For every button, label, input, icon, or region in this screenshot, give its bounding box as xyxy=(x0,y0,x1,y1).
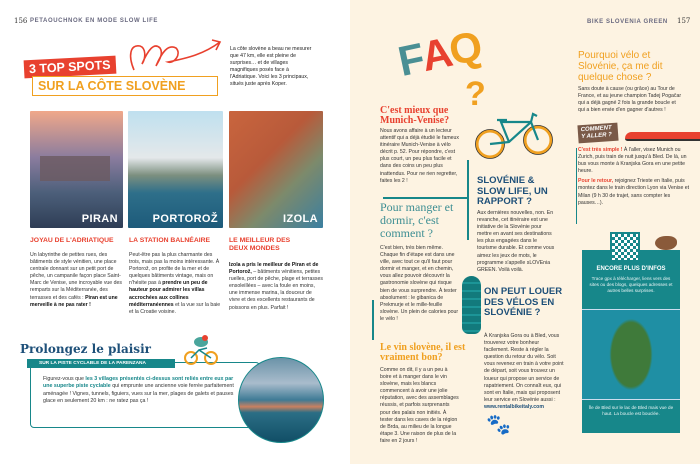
photo-izola xyxy=(229,111,323,228)
hearts-doodle-icon xyxy=(128,36,224,72)
photo-label: IZOLA xyxy=(283,213,318,225)
info-title: ENCORE PLUS D'INFOS xyxy=(596,266,666,272)
faq-answer-6: Sans doute à cause (ou grâce) au Tour de France, et au jeune champion Tadej Pogačar qui a déjà gagné 2 fois la grande boucle et qui a bien envie d'en gagner d'autres ! xyxy=(578,86,682,114)
faq-question-3: Le vin slovène, il est vraiment bon? xyxy=(380,342,466,363)
faq-question-1: C'est mieux que Munich-Venise? xyxy=(380,105,450,126)
page-number: 157 xyxy=(677,17,691,25)
faq-logo-letter: A xyxy=(417,28,455,81)
faq-question-5: ON PEUT LOUER DES VÉLOS EN SLOVÉNIE ? xyxy=(484,286,563,318)
spot-heading: LA STATION BALNÉAIRE xyxy=(129,237,211,244)
bicycle-icon xyxy=(475,110,555,160)
spot-heading: JOYAU DE L'ADRIATIQUE xyxy=(30,237,114,244)
rental-link[interactable]: www.rentalbikeitaly.com xyxy=(484,403,544,410)
box-text: Figurez-vous que les 3 villages présentés ci-dessus sont reliés entre eux par une superbe piste cyclable qui emprunte une ancienne voie ferrée parfaitement aménagée ! Vignes, tunnels, figuiers, vues sur la mer, plages de galets et pauses glace en seulement 20 km : ne ratez pas ça ! xyxy=(43,376,234,404)
faq-logo-letter: F xyxy=(393,34,427,86)
paw-print-icon: 🐾 xyxy=(486,414,511,436)
photo-portoroz xyxy=(128,111,223,228)
faq-logo-letter: Q xyxy=(444,21,485,75)
spot-text: Izola a pris le meilleur de Piran et de Portorož, – bâtiments vénitiens, petites ruelles, port de pêche, plage et terrasses ensoleillées – avec la foule en moins, une immense marina, la douceur de vivre et des excellents restaurants de poissons en plus. Parfait ! xyxy=(229,262,324,311)
photo-caption: Île de Bled sur le lac de Bled mais vue de haut. La boucle est bouclée. xyxy=(588,405,674,416)
question-mark-icon: ? xyxy=(465,75,486,113)
box-title: Prolongez le plaisir xyxy=(20,342,151,356)
faq-answer-2: C'est bien, très bien même. Chaque fin d'étape est dans une ville, avec tout ce qu'il faut pour dormir et manger, et en chemin, vous allez pouvoir découvrir la gastronomie slovène qui risque bien de vous surprendre. À tester absolument : le gibanica de Prekmurje et le mille-feuille slovène. Un plein de calories pour le vélo ! xyxy=(380,245,459,322)
title-line-1: 3 TOP SPOTS xyxy=(24,56,116,79)
bled-island-photo xyxy=(582,309,680,400)
spot-heading: LE MEILLEUR DES DEUX MONDES xyxy=(229,237,291,252)
how-to-get-there-sign: COMMENT Y ALLER ? xyxy=(577,123,618,144)
right-page xyxy=(350,0,700,464)
faq-answer-1: Nous avons affaire à un lecteur attentif qui a déjà étudié le fameux itinéraire Munich-Venise à vélo décrit p. 52. Pour répondre, c'est plus court, un peu plus facile et dans des coins un peu plus inattendus. Pour ne rien regretter, faites les 2 ! xyxy=(380,128,460,184)
cyclist-icon xyxy=(183,334,219,366)
photo-label: PORTOROŽ xyxy=(152,213,218,225)
divider xyxy=(467,160,469,240)
parenzana-photo xyxy=(238,357,324,443)
faq-question-2: Pour manger et dormir, c'est comment ? xyxy=(380,200,454,240)
box-subtitle: SUR LA PISTE CYCLABLE DE LA PARENZANA xyxy=(27,359,175,368)
faq-answer-3: Comme on dit, il y a un peu à boire et à manger dans le vin slovène, mais les blancs commencent à avoir une jolie réputation, avec des assemblages réussis, et parfois surprenants pour des palais non initiés. À tester dans les caves de la région de Brda, au milieu de la longue étape 3. Une raison de plus de la faire en 2 jours ! xyxy=(380,367,459,444)
sleeping-bag-icon xyxy=(462,276,481,334)
how-text: C'est très simple ! À l'aller, visez Munich ou Zurich, puis train de nuit jusqu'à Bled. De là, un bus vous monte à Kranjska Gora en une petite heure. Pour le retour, rejoignez Trieste en Italie, puis montez dans le train direction Lyon via Venise et Milan (9 h 30 de trajet, sans compter les pauses…). xyxy=(578,147,690,206)
spot-text: Peut-être pas la plus charmante des trois, mais pas la moins intéressante. À Portorož, on profite de la mer et de quelques bâtiments vintage, mais on n'hésite pas à prendre un peu de hauteur pour admirer les villas accrochées aux collines méditerranéennes et la vue sur la baie et la Croatie voisine. xyxy=(129,252,221,315)
page-number: 156 xyxy=(14,17,28,25)
spot-text: Un labyrinthe de petites rues, des bâtiments de style vénitien, une place centrale donnant sur un petit port de pêche, un campanile façon place Saint-Marc de Venise, une incroyable vue des remparts sur la Méditerranée, des terrasses et des cafés : Piran est une merveille à ne pas rater ! xyxy=(30,252,122,308)
running-head: PETAOUCHNOK EN MODE SLOW LIFE xyxy=(30,18,158,24)
photo-label: PIRAN xyxy=(81,213,118,225)
info-text: Trace gpx à télécharger, liens vers des sites ou des blogs, quelques adresses et autres belles surprises. xyxy=(589,276,673,293)
bird-icon xyxy=(655,236,677,250)
faq-question-6: Pourquoi vélo et Slovénie, ça me dit quelque chose ? xyxy=(578,50,663,83)
divider xyxy=(372,300,374,340)
intro-text: La côte slovène a beau ne mesurer que 47 km, elle est pleine de surprises… et de villages magnifiques posés face à l'Adriatique. Voici les 3 principaux, situés juste après Koper. xyxy=(230,46,312,88)
qr-code[interactable] xyxy=(610,232,640,262)
divider xyxy=(576,148,577,224)
faq-answer-4: Aux dernières nouvelles, non. En revanche, cet itinéraire est une initiative de la Slovénie pour mettre en avant ses destinations les plus engagées dans le tourisme durable. Et comme vous aimez les jeux de mots, le programme s'appelle sLOVEnia GREEN. Voilà voilà. xyxy=(477,210,555,273)
divider xyxy=(383,197,469,199)
train-icon xyxy=(625,132,700,141)
photo-piran xyxy=(30,111,123,228)
title-line-2: SUR LA CÔTE SLOVÈNE xyxy=(32,76,218,96)
faq-answer-5: À Kranjska Gora ou à Bled, vous trouverez votre bonheur facilement. Reste à régler la question du retour du vélo. Soit vous revenez en train à votre point de départ, soit vous trouvez un loueur qui propose un service de rapatriement. On connaît eux, qui sont en Italie, mais qui proposent leur service en Slovénie aussi : www.rentalbikeitaly.com xyxy=(484,333,564,410)
running-head: BIKE SLOVENIA GREEN xyxy=(587,19,668,25)
faq-question-4: SLOVÉNIE & SLOW LIFE, UN RAPPORT ? xyxy=(477,175,548,207)
